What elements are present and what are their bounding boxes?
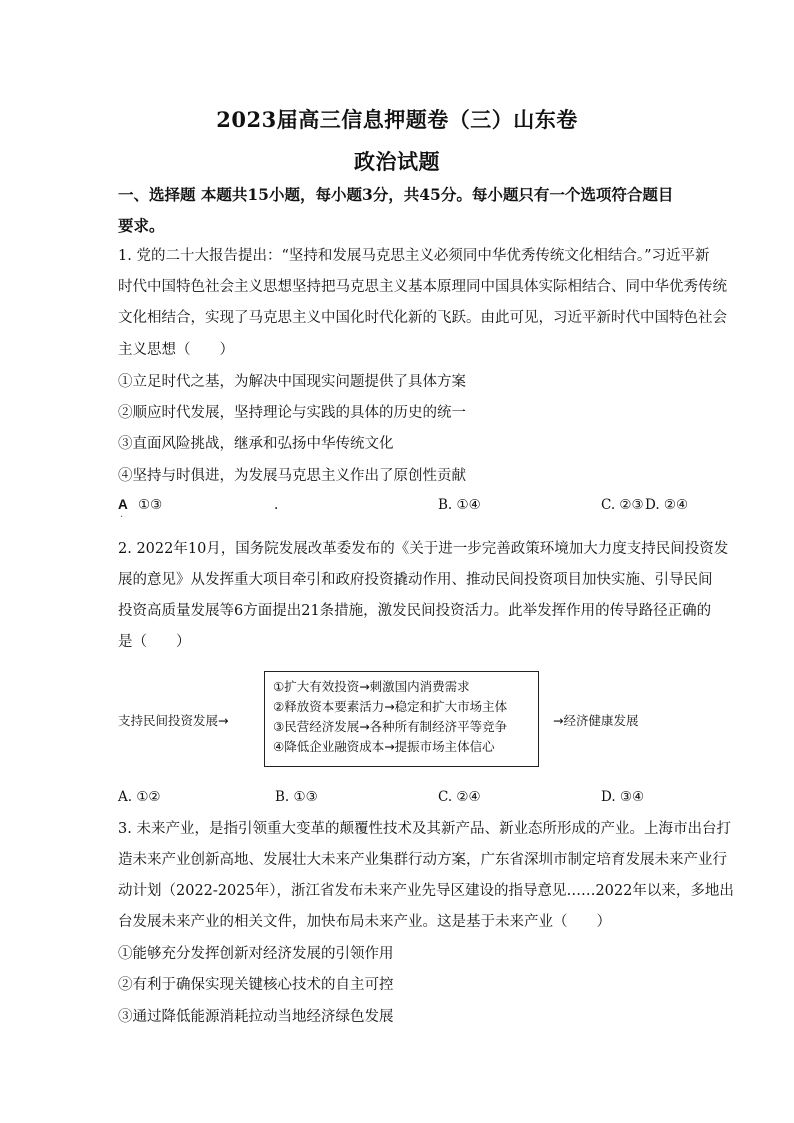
- option-c[interactable]: C. ②④: [438, 789, 481, 805]
- statement-item: ④坚持与时俱进，为发展马克思主义作出了原创性贡献: [118, 468, 466, 484]
- question-text-line: 投资高质量发展等6方面提出21条措施，激发民间投资活力。此举发挥作用的传导路径正确的: [118, 603, 712, 619]
- question-text-line: 动计划（2022-2025年），浙江省发布未来产业先导区建设的指导意见……2022年以来，多地出: [118, 883, 734, 899]
- option-d[interactable]: D. ③④: [601, 789, 645, 805]
- option-a-mark: ·: [120, 512, 124, 523]
- question-text-line: 文化相结合，实现了马克思主义中国化时代化新的飞跃。由此可见，习近平新时代中国特色社会: [118, 310, 727, 326]
- statement-item: ③直面风险挑战，继承和弘扬中华传统文化: [118, 436, 394, 452]
- question-text-line: 台发展未来产业的相关文件，加快布局未来产业。这是基于未来产业（ ）: [118, 914, 611, 930]
- statement-item: ①立足时代之基，为解决中国现实问题提供了具体方案: [118, 374, 466, 390]
- statement-item: ①能够充分发挥创新对经济发展的引领作用: [118, 946, 394, 962]
- option-b[interactable]: B. ①③: [275, 789, 318, 805]
- section-heading: 一、选择题 本题共15小题，每小题3分，共45分。每小题只有一个选项符合题目: [118, 185, 674, 204]
- diagram-left-label: 支持民间投资发展→: [118, 713, 229, 728]
- page-subtitle: 政治试题: [354, 149, 440, 174]
- option-b[interactable]: B. ①④: [438, 497, 481, 513]
- section-heading-cont: 要求。: [118, 216, 165, 235]
- diagram-box: [264, 671, 539, 767]
- statement-item: ②有利于确保实现关键核心技术的自主可控: [118, 977, 394, 993]
- option-d[interactable]: D. ②④: [645, 497, 689, 513]
- question-text-line: 时代中国特色社会主义思想坚持把马克思主义基本原理同中国具体实际相结合、同中华优秀传统: [118, 279, 727, 295]
- option-a[interactable]: A. ①②: [118, 789, 161, 805]
- statement-item: ②顺应时代发展，坚持理论与实践的具体的历史的统一: [118, 405, 466, 421]
- question-text-line: 展的意见》从发挥重大项目牵引和政府投资撬动作用、推动民间投资项目加快实施、引导民间: [118, 572, 713, 588]
- diagram-item: ①扩大有效投资→刺激国内消费需求: [273, 679, 470, 694]
- question-text-line: 1. 党的二十大报告提出：“坚持和发展马克思主义必须同中华优秀传统文化相结合。”习近平新: [118, 248, 710, 264]
- question-text-line: 造未来产业创新高地、发展壮大未来产业集群行动方案，广东省深圳市制定培育发展未来产业行: [118, 852, 727, 868]
- option-a-text: ①③: [138, 497, 163, 513]
- page-title: 2023届高三信息押题卷（三）山东卷: [216, 107, 578, 132]
- question-text-line: 是（ ）: [118, 634, 191, 650]
- option-a-label: A: [118, 497, 128, 512]
- question-text-line: 2. 2022年10月，国务院发展改革委发布的《关于进一步完善政策环境加大力度支持民间投资发: [118, 541, 729, 557]
- option-c[interactable]: C. ②③: [601, 497, 644, 513]
- diagram-item: ②释放资本要素活力→稳定和扩大市场主体: [273, 699, 508, 714]
- question-text-line: 主义思想（ ）: [118, 342, 234, 358]
- statement-item: ③通过降低能源消耗拉动当地经济绿色发展: [118, 1009, 394, 1025]
- question-text-line: 3. 未来产业，是指引领重大变革的颠覆性技术及其新产品、新业态所形成的产业。上海市出台打: [118, 821, 731, 837]
- diagram-item: ③民营经济发展→各种所有制经济平等竞争: [273, 719, 508, 734]
- diagram-item: ④降低企业融资成本→提振市场主体信心: [273, 739, 495, 754]
- diagram-right-label: →经济健康发展: [553, 713, 639, 728]
- option-a-dot: .: [274, 497, 279, 513]
- option-a[interactable]: [118, 497, 162, 513]
